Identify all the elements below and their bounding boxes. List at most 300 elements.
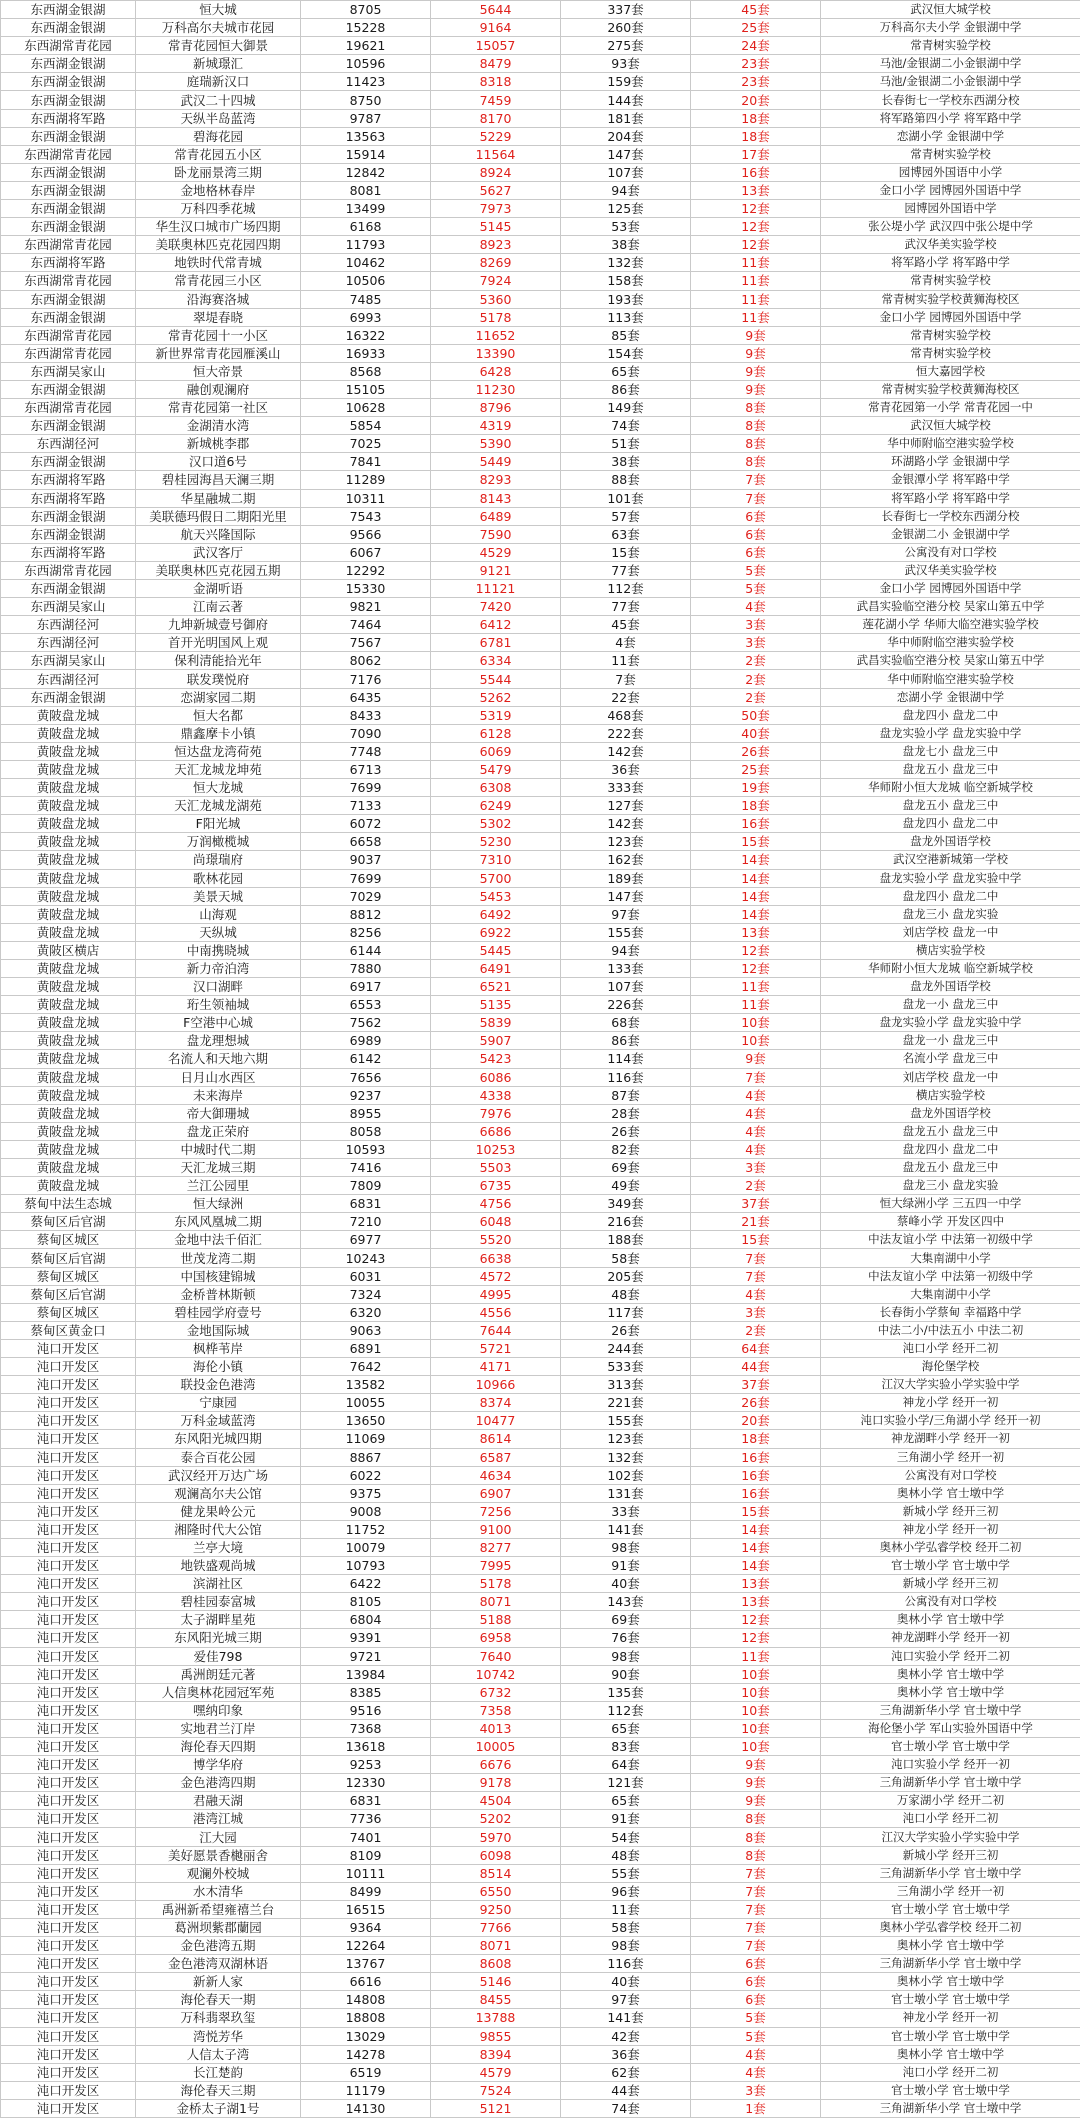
- listing-price-cell: 9375: [301, 1484, 431, 1502]
- table-row: [1, 37, 1080, 55]
- table-row: [1, 760, 1080, 778]
- table-row: [1, 1864, 1080, 1882]
- school-district-cell: 金口小学 园博园外国语中学: [821, 181, 1080, 199]
- deals-count-cell: 4套: [691, 2045, 821, 2063]
- school-district-cell: 神龙湖畔小学 经开一初: [821, 1629, 1080, 1647]
- deals-count-cell: 7套: [691, 1068, 821, 1086]
- school-district-cell: 常青树实验学校黄狮海校区: [821, 380, 1080, 398]
- area-cell: 黄陂盘龙城: [1, 815, 136, 833]
- area-cell: 沌口开发区: [1, 1502, 136, 1520]
- deals-count-cell: 16套: [691, 1448, 821, 1466]
- listings-count-cell: 102套: [561, 1466, 691, 1484]
- deals-count-cell: 10套: [691, 1683, 821, 1701]
- school-district-cell: 恒大嘉园学校: [821, 362, 1080, 380]
- school-district-cell: 盘龙四小 盘龙二中: [821, 815, 1080, 833]
- school-district-cell: 常青树实验学校: [821, 145, 1080, 163]
- listings-count-cell: 74套: [561, 417, 691, 435]
- listing-price-cell: 11752: [301, 1520, 431, 1538]
- deal-price-cell: 10966: [431, 1376, 561, 1394]
- school-district-cell: 盘龙外国语学校: [821, 833, 1080, 851]
- area-cell: 东西湖金银湖: [1, 688, 136, 706]
- table-row: [1, 1412, 1080, 1430]
- listings-count-cell: 68套: [561, 1014, 691, 1032]
- area-cell: 沌口开发区: [1, 1738, 136, 1756]
- listing-price-cell: 6022: [301, 1466, 431, 1484]
- listing-price-cell: 9364: [301, 1918, 431, 1936]
- area-cell: 东西湖将军路: [1, 471, 136, 489]
- school-district-cell: 奥林小学 官士墩中学: [821, 1665, 1080, 1683]
- area-cell: 沌口开发区: [1, 1900, 136, 1918]
- listing-price-cell: 6989: [301, 1032, 431, 1050]
- school-district-cell: 武昌实验临空港分校 吴家山第五中学: [821, 598, 1080, 616]
- table-row: [1, 163, 1080, 181]
- deal-price-cell: 8924: [431, 163, 561, 181]
- listing-price-cell: 8256: [301, 923, 431, 941]
- community-cell: 碧海花园: [136, 127, 301, 145]
- deal-price-cell: 7524: [431, 2081, 561, 2099]
- area-cell: 东西湖金银湖: [1, 580, 136, 598]
- listings-count-cell: 11套: [561, 652, 691, 670]
- deal-price-cell: 6587: [431, 1448, 561, 1466]
- school-district-cell: 盘龙外国语学校: [821, 978, 1080, 996]
- deal-price-cell: 7459: [431, 91, 561, 109]
- deals-count-cell: 5套: [691, 2009, 821, 2027]
- deal-price-cell: 8455: [431, 1991, 561, 2009]
- school-district-cell: 盘龙五小 盘龙三中: [821, 1122, 1080, 1140]
- school-district-cell: 常青树实验学校: [821, 272, 1080, 290]
- listing-price-cell: 6804: [301, 1611, 431, 1629]
- deal-price-cell: 6521: [431, 978, 561, 996]
- listings-count-cell: 63套: [561, 525, 691, 543]
- listing-price-cell: 6993: [301, 308, 431, 326]
- table-row: [1, 1267, 1080, 1285]
- school-district-cell: 万家湖小学 经开二初: [821, 1792, 1080, 1810]
- listing-price-cell: 10243: [301, 1249, 431, 1267]
- deal-price-cell: 8608: [431, 1955, 561, 1973]
- table-row: [1, 1774, 1080, 1792]
- deals-count-cell: 9套: [691, 1756, 821, 1774]
- community-cell: 万科翡翠玖玺: [136, 2009, 301, 2027]
- listings-count-cell: 107套: [561, 163, 691, 181]
- deals-count-cell: 5套: [691, 561, 821, 579]
- listing-price-cell: 6616: [301, 1973, 431, 1991]
- community-cell: 人信奥林花园冠军苑: [136, 1683, 301, 1701]
- area-cell: 沌口开发区: [1, 1955, 136, 1973]
- community-cell: 泰合百花公园: [136, 1448, 301, 1466]
- listing-price-cell: 6142: [301, 1050, 431, 1068]
- community-cell: 禹洲朗廷元著: [136, 1665, 301, 1683]
- school-district-cell: 环湖路小学 金银湖中学: [821, 453, 1080, 471]
- deals-count-cell: 6套: [691, 1955, 821, 1973]
- area-cell: 东西湖金银湖: [1, 181, 136, 199]
- deal-price-cell: 4013: [431, 1719, 561, 1737]
- area-cell: 沌口开发区: [1, 1774, 136, 1792]
- school-district-cell: 常青树实验学校: [821, 326, 1080, 344]
- table-row: [1, 543, 1080, 561]
- listing-price-cell: 7210: [301, 1213, 431, 1231]
- school-district-cell: 三角湖新华小学 官士墩中学: [821, 1864, 1080, 1882]
- deals-count-cell: 21套: [691, 1213, 821, 1231]
- listings-count-cell: 38套: [561, 236, 691, 254]
- school-district-cell: 盘龙三小 盘龙实验: [821, 905, 1080, 923]
- deals-count-cell: 8套: [691, 1846, 821, 1864]
- school-district-cell: 盘龙四小 盘龙二中: [821, 706, 1080, 724]
- area-cell: 黄陂盘龙城: [1, 1014, 136, 1032]
- school-district-cell: 盘龙七小 盘龙三中: [821, 742, 1080, 760]
- listing-price-cell: 7176: [301, 670, 431, 688]
- table-row: [1, 1466, 1080, 1484]
- deal-price-cell: 5229: [431, 127, 561, 145]
- deal-price-cell: 4634: [431, 1466, 561, 1484]
- school-district-cell: 奥林小学弘睿学校 经开二初: [821, 1918, 1080, 1936]
- deals-count-cell: 13套: [691, 1593, 821, 1611]
- table-row: [1, 525, 1080, 543]
- listing-price-cell: 16933: [301, 344, 431, 362]
- deals-count-cell: 9套: [691, 1050, 821, 1068]
- listing-price-cell: 10111: [301, 1864, 431, 1882]
- listings-count-cell: 97套: [561, 905, 691, 923]
- community-cell: 地铁时代常青城: [136, 254, 301, 272]
- area-cell: 蔡甸区城区: [1, 1231, 136, 1249]
- community-cell: 常青花园十一小区: [136, 326, 301, 344]
- deals-count-cell: 6套: [691, 525, 821, 543]
- school-district-cell: 盘龙五小 盘龙三中: [821, 760, 1080, 778]
- listing-price-cell: 9391: [301, 1629, 431, 1647]
- deals-count-cell: 4套: [691, 1140, 821, 1158]
- deals-count-cell: 25套: [691, 760, 821, 778]
- school-district-cell: 中法二小/中法五小 中法二初: [821, 1321, 1080, 1339]
- deals-count-cell: 11套: [691, 308, 821, 326]
- deals-count-cell: 10套: [691, 1701, 821, 1719]
- deal-price-cell: 5449: [431, 453, 561, 471]
- area-cell: 东西湖金银湖: [1, 200, 136, 218]
- listing-price-cell: 10311: [301, 489, 431, 507]
- area-cell: 黄陂盘龙城: [1, 1068, 136, 1086]
- listings-count-cell: 142套: [561, 742, 691, 760]
- school-district-cell: 华中师附临空港实验学校: [821, 670, 1080, 688]
- school-district-cell: 江汉大学实验小学实验中学: [821, 1376, 1080, 1394]
- community-cell: 美好愿景香樾丽舍: [136, 1846, 301, 1864]
- table-row: [1, 652, 1080, 670]
- area-cell: 沌口开发区: [1, 1937, 136, 1955]
- area-cell: 东西湖金银湖: [1, 73, 136, 91]
- area-cell: 沌口开发区: [1, 1575, 136, 1593]
- table-row: [1, 380, 1080, 398]
- listings-count-cell: 204套: [561, 127, 691, 145]
- table-row: [1, 2099, 1080, 2117]
- school-district-cell: 三角湖新华小学 官士墩中学: [821, 1774, 1080, 1792]
- listings-count-cell: 7套: [561, 670, 691, 688]
- listings-count-cell: 143套: [561, 1593, 691, 1611]
- school-district-cell: 名流小学 盘龙三中: [821, 1050, 1080, 1068]
- table-row: [1, 55, 1080, 73]
- table-row: [1, 1430, 1080, 1448]
- deal-price-cell: 4572: [431, 1267, 561, 1285]
- area-cell: 黄陂盘龙城: [1, 996, 136, 1014]
- table-row: [1, 1900, 1080, 1918]
- community-cell: 禹洲新希望雍禧兰台: [136, 1900, 301, 1918]
- school-district-cell: 中法友谊小学 中法第一初级中学: [821, 1267, 1080, 1285]
- school-district-cell: 马池/金银湖二小金银湖中学: [821, 55, 1080, 73]
- deal-price-cell: 7420: [431, 598, 561, 616]
- listings-count-cell: 132套: [561, 254, 691, 272]
- deals-count-cell: 3套: [691, 1159, 821, 1177]
- deal-price-cell: 6676: [431, 1756, 561, 1774]
- community-cell: 中国核建锦城: [136, 1267, 301, 1285]
- community-cell: 鼎鑫摩卡小镇: [136, 724, 301, 742]
- school-district-cell: 常青树实验学校黄狮海校区: [821, 290, 1080, 308]
- table-row: [1, 1918, 1080, 1936]
- table-row: [1, 1683, 1080, 1701]
- area-cell: 沌口开发区: [1, 2045, 136, 2063]
- listings-count-cell: 181套: [561, 109, 691, 127]
- community-cell: 常青花园第一社区: [136, 399, 301, 417]
- listings-count-cell: 113套: [561, 308, 691, 326]
- listing-price-cell: 6831: [301, 1792, 431, 1810]
- area-cell: 黄陂盘龙城: [1, 1104, 136, 1122]
- deal-price-cell: 5839: [431, 1014, 561, 1032]
- school-district-cell: 三角湖新华小学 官士墩中学: [821, 2099, 1080, 2117]
- deals-count-cell: 8套: [691, 1828, 821, 1846]
- deals-count-cell: 16套: [691, 815, 821, 833]
- table-row: [1, 1701, 1080, 1719]
- school-district-cell: 公寓没有对口学校: [821, 1466, 1080, 1484]
- school-district-cell: 金口小学 园博园外国语中学: [821, 308, 1080, 326]
- listings-count-cell: 36套: [561, 760, 691, 778]
- deal-price-cell: 5453: [431, 887, 561, 905]
- table-row: [1, 19, 1080, 37]
- deal-price-cell: 6732: [431, 1683, 561, 1701]
- listing-price-cell: 7543: [301, 507, 431, 525]
- deals-count-cell: 8套: [691, 399, 821, 417]
- table-row: [1, 706, 1080, 724]
- deal-price-cell: 4529: [431, 543, 561, 561]
- table-row: [1, 1249, 1080, 1267]
- listings-count-cell: 26套: [561, 1122, 691, 1140]
- listings-count-cell: 26套: [561, 1321, 691, 1339]
- table-row: [1, 1014, 1080, 1032]
- deal-price-cell: 10005: [431, 1738, 561, 1756]
- area-cell: 黄陂盘龙城: [1, 797, 136, 815]
- area-cell: 东西湖径河: [1, 616, 136, 634]
- listings-count-cell: 107套: [561, 978, 691, 996]
- deals-count-cell: 16套: [691, 163, 821, 181]
- listings-count-cell: 135套: [561, 1683, 691, 1701]
- deals-count-cell: 15套: [691, 1231, 821, 1249]
- community-cell: 金桥普林斯顿: [136, 1285, 301, 1303]
- community-cell: 宁康园: [136, 1394, 301, 1412]
- area-cell: 沌口开发区: [1, 1593, 136, 1611]
- area-cell: 蔡甸区后官湖: [1, 1285, 136, 1303]
- area-cell: 东西湖径河: [1, 670, 136, 688]
- listing-price-cell: 13618: [301, 1738, 431, 1756]
- deals-count-cell: 4套: [691, 598, 821, 616]
- listings-count-cell: 93套: [561, 55, 691, 73]
- area-cell: 东西湖金银湖: [1, 127, 136, 145]
- community-cell: 万科高尔夫城市花园: [136, 19, 301, 37]
- community-cell: 恒大帝景: [136, 362, 301, 380]
- deal-price-cell: 5178: [431, 1575, 561, 1593]
- area-cell: 沌口开发区: [1, 1647, 136, 1665]
- table-row: [1, 923, 1080, 941]
- listings-count-cell: 275套: [561, 37, 691, 55]
- area-cell: 东西湖金银湖: [1, 91, 136, 109]
- deal-price-cell: 6334: [431, 652, 561, 670]
- deals-count-cell: 12套: [691, 200, 821, 218]
- table-row: [1, 2081, 1080, 2099]
- community-cell: 天纵半岛蓝湾: [136, 109, 301, 127]
- deal-price-cell: 7924: [431, 272, 561, 290]
- school-district-cell: 园博园外国语中学: [821, 200, 1080, 218]
- deal-price-cell: 9164: [431, 19, 561, 37]
- area-cell: 沌口开发区: [1, 1665, 136, 1683]
- school-district-cell: 长春街小学蔡甸 幸福路中学: [821, 1303, 1080, 1321]
- community-cell: 地铁盛观尚城: [136, 1557, 301, 1575]
- school-district-cell: 长春街七一学校东西湖分校: [821, 91, 1080, 109]
- deal-price-cell: 6922: [431, 923, 561, 941]
- community-cell: 华星融城二期: [136, 489, 301, 507]
- school-district-cell: 神龙小学 经开一初: [821, 1394, 1080, 1412]
- table-row: [1, 91, 1080, 109]
- deals-count-cell: 4套: [691, 1285, 821, 1303]
- school-district-cell: 奥林小学 官士墩中学: [821, 1484, 1080, 1502]
- deal-price-cell: 5145: [431, 218, 561, 236]
- community-cell: 金湖听语: [136, 580, 301, 598]
- listing-price-cell: 9516: [301, 1701, 431, 1719]
- listing-price-cell: 9787: [301, 109, 431, 127]
- school-district-cell: 刘店学校 盘龙一中: [821, 923, 1080, 941]
- area-cell: 蔡甸区后官湖: [1, 1249, 136, 1267]
- listings-count-cell: 96套: [561, 1882, 691, 1900]
- deals-count-cell: 14套: [691, 1520, 821, 1538]
- table-row: [1, 959, 1080, 977]
- school-district-cell: 官士墩小学 官士墩中学: [821, 1557, 1080, 1575]
- area-cell: 蔡甸区城区: [1, 1267, 136, 1285]
- area-cell: 黄陂盘龙城: [1, 851, 136, 869]
- area-cell: 东西湖吴家山: [1, 598, 136, 616]
- table-row: [1, 1484, 1080, 1502]
- table-row: [1, 1376, 1080, 1394]
- listing-price-cell: 7699: [301, 779, 431, 797]
- deal-price-cell: 8071: [431, 1593, 561, 1611]
- area-cell: 东西湖常青花园: [1, 272, 136, 290]
- school-district-cell: 官士墩小学 官士墩中学: [821, 2081, 1080, 2099]
- school-district-cell: 江汉大学实验小学实验中学: [821, 1828, 1080, 1846]
- school-district-cell: 常青花园第一小学 常青花园一中: [821, 399, 1080, 417]
- listings-count-cell: 49套: [561, 1177, 691, 1195]
- area-cell: 沌口开发区: [1, 1991, 136, 2009]
- school-district-cell: 万科高尔夫小学 金银湖中学: [821, 19, 1080, 37]
- area-cell: 黄陂盘龙城: [1, 1086, 136, 1104]
- listing-price-cell: 8568: [301, 362, 431, 380]
- listing-price-cell: 8812: [301, 905, 431, 923]
- table-row: [1, 1, 1080, 19]
- community-cell: 葛洲坝紫郡蘭园: [136, 1918, 301, 1936]
- table-row: [1, 127, 1080, 145]
- community-cell: 美联奥林匹克花园五期: [136, 561, 301, 579]
- area-cell: 东西湖金银湖: [1, 417, 136, 435]
- area-cell: 东西湖常青花园: [1, 326, 136, 344]
- deal-price-cell: 7256: [431, 1502, 561, 1520]
- school-district-cell: 盘龙一小 盘龙三中: [821, 996, 1080, 1014]
- area-cell: 黄陂盘龙城: [1, 887, 136, 905]
- community-cell: F阳光城: [136, 815, 301, 833]
- deals-count-cell: 10套: [691, 1738, 821, 1756]
- deals-count-cell: 7套: [691, 1937, 821, 1955]
- area-cell: 沌口开发区: [1, 1683, 136, 1701]
- listings-count-cell: 91套: [561, 1557, 691, 1575]
- area-cell: 东西湖常青花园: [1, 344, 136, 362]
- community-cell: F空港中心城: [136, 1014, 301, 1032]
- deal-price-cell: 8479: [431, 55, 561, 73]
- area-cell: 沌口开发区: [1, 1358, 136, 1376]
- table-row: [1, 344, 1080, 362]
- community-cell: 金色港湾四期: [136, 1774, 301, 1792]
- deal-price-cell: 6492: [431, 905, 561, 923]
- listings-count-cell: 117套: [561, 1303, 691, 1321]
- table-row: [1, 1213, 1080, 1231]
- listing-price-cell: 8109: [301, 1846, 431, 1864]
- listing-price-cell: 11423: [301, 73, 431, 91]
- deals-count-cell: 7套: [691, 1882, 821, 1900]
- deals-count-cell: 14套: [691, 1557, 821, 1575]
- listing-price-cell: 13767: [301, 1955, 431, 1973]
- listings-count-cell: 86套: [561, 380, 691, 398]
- community-cell: 恒达盘龙湾荷苑: [136, 742, 301, 760]
- listing-price-cell: 10462: [301, 254, 431, 272]
- listing-price-cell: 7809: [301, 1177, 431, 1195]
- table-row: [1, 2027, 1080, 2045]
- table-row: [1, 598, 1080, 616]
- listing-price-cell: 6072: [301, 815, 431, 833]
- deals-count-cell: 11套: [691, 1647, 821, 1665]
- community-cell: 金地中法千佰汇: [136, 1231, 301, 1249]
- deal-price-cell: 9855: [431, 2027, 561, 2045]
- community-cell: 港湾江城: [136, 1810, 301, 1828]
- school-district-cell: 金银潭小学 将军路中学: [821, 471, 1080, 489]
- area-cell: 东西湖常青花园: [1, 236, 136, 254]
- school-district-cell: 盘龙实验小学 盘龙实验中学: [821, 724, 1080, 742]
- deals-count-cell: 7套: [691, 1900, 821, 1918]
- area-cell: 黄陂盘龙城: [1, 1177, 136, 1195]
- listings-count-cell: 65套: [561, 362, 691, 380]
- area-cell: 东西湖吴家山: [1, 652, 136, 670]
- deal-price-cell: 5319: [431, 706, 561, 724]
- deal-price-cell: 10742: [431, 1665, 561, 1683]
- table-row: [1, 1321, 1080, 1339]
- deal-price-cell: 5302: [431, 815, 561, 833]
- listings-count-cell: 28套: [561, 1104, 691, 1122]
- school-district-cell: 常青树实验学校: [821, 37, 1080, 55]
- deals-count-cell: 7套: [691, 1864, 821, 1882]
- deals-count-cell: 15套: [691, 833, 821, 851]
- listings-count-cell: 87套: [561, 1086, 691, 1104]
- community-cell: 恒大城: [136, 1, 301, 19]
- area-cell: 东西湖金银湖: [1, 218, 136, 236]
- deals-count-cell: 2套: [691, 670, 821, 688]
- listing-price-cell: 8955: [301, 1104, 431, 1122]
- listing-price-cell: 10593: [301, 1140, 431, 1158]
- deal-price-cell: 8143: [431, 489, 561, 507]
- listings-count-cell: 221套: [561, 1394, 691, 1412]
- listings-count-cell: 193套: [561, 290, 691, 308]
- table-row: [1, 1448, 1080, 1466]
- listing-price-cell: 6519: [301, 2063, 431, 2081]
- listing-price-cell: 6658: [301, 833, 431, 851]
- table-row: [1, 200, 1080, 218]
- school-district-cell: 大集南湖中小学: [821, 1285, 1080, 1303]
- listing-price-cell: 7656: [301, 1068, 431, 1086]
